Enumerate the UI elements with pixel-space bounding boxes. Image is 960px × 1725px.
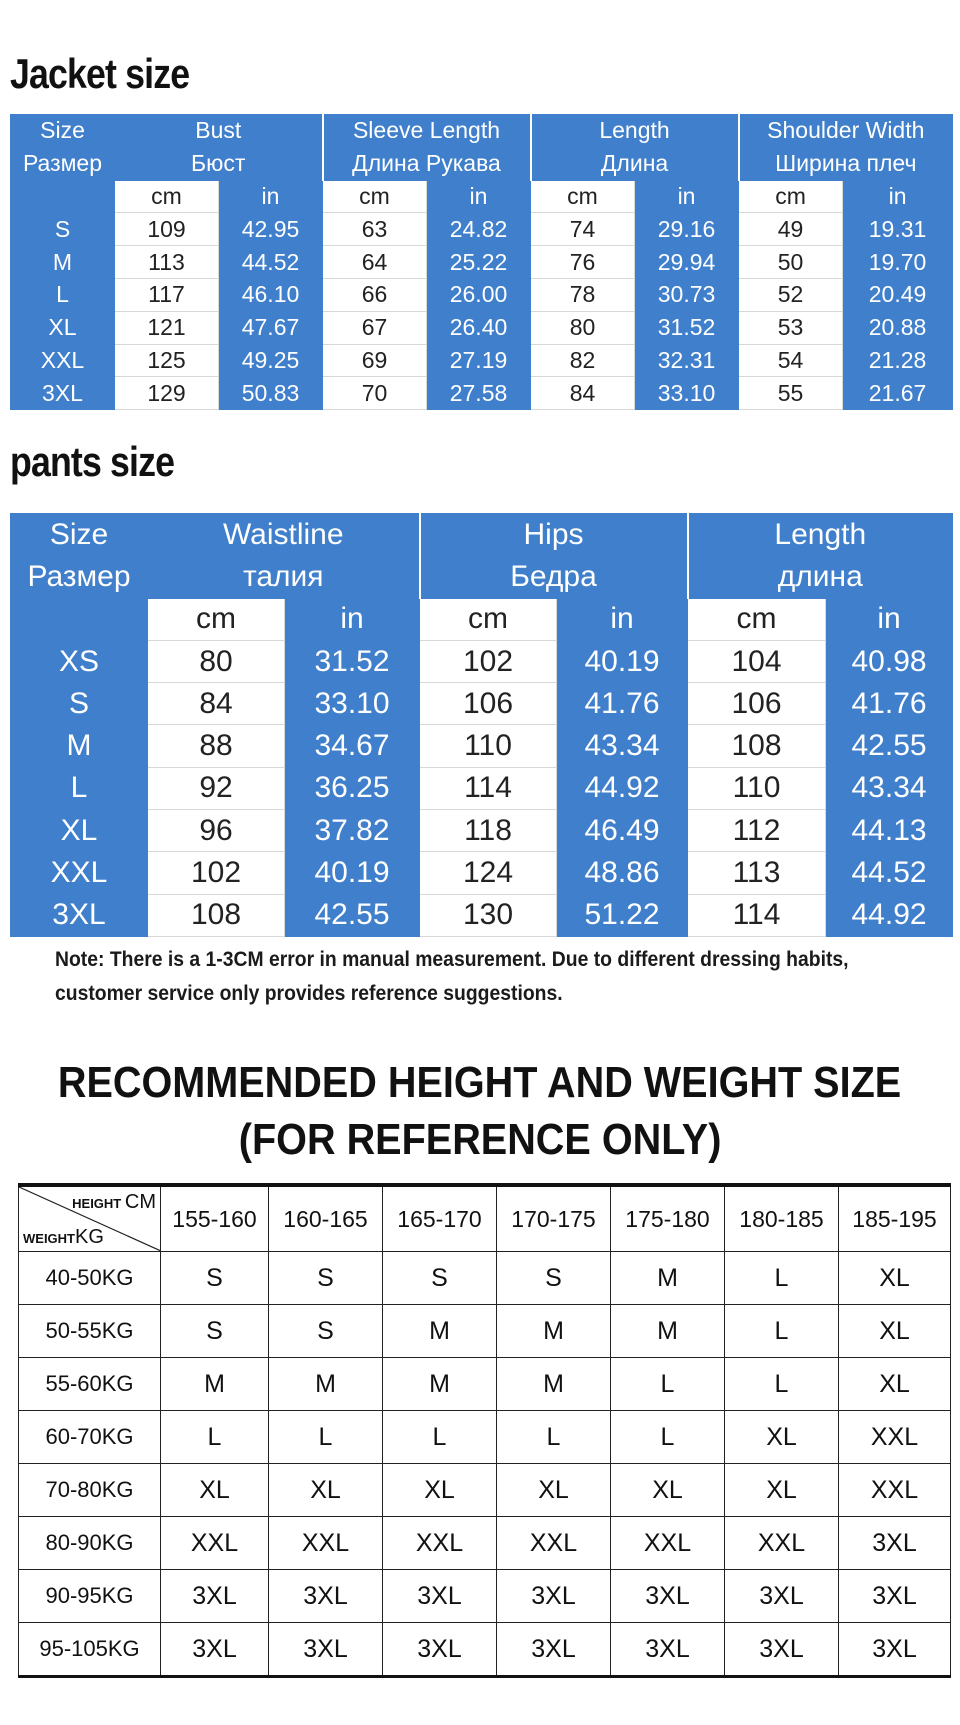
jacket-value-cell: 21.28 — [843, 344, 953, 377]
pants-size-cell: M — [11, 725, 148, 767]
jacket-size-title: Jacket size — [10, 50, 190, 97]
pants-table-row — [11, 725, 953, 767]
pants-value-cell: 102 — [420, 640, 557, 682]
pants-value-cell: 42.55 — [285, 894, 420, 936]
recommended-size-cell: XL — [839, 1252, 951, 1305]
pants-value-cell: 42.55 — [826, 725, 953, 767]
pants-value-cell: 114 — [420, 767, 557, 809]
jacket-value-cell: 47.67 — [219, 311, 323, 344]
recommended-size-cell: S — [383, 1252, 497, 1305]
jacket-unit-cm: cm — [739, 180, 843, 213]
jacket-value-cell: 125 — [115, 344, 219, 377]
recommended-size-cell: L — [161, 1411, 269, 1464]
recommended-size-cell: 3XL — [839, 1570, 951, 1623]
recommended-size-cell: 3XL — [497, 1570, 611, 1623]
pants-value-cell: 37.82 — [285, 810, 420, 852]
pants-value-cell: 106 — [688, 683, 826, 725]
pants-value-cell: 44.92 — [826, 894, 953, 936]
jacket-unit-cm: cm — [115, 180, 219, 213]
recommended-size-cell: XXL — [269, 1517, 383, 1570]
pants-value-cell: 43.34 — [826, 767, 953, 809]
pants-size-cell: 3XL — [11, 894, 148, 936]
pants-value-cell: 34.67 — [285, 725, 420, 767]
jacket-size-cell: XL — [11, 311, 115, 344]
jacket-value-cell: 117 — [115, 278, 219, 311]
height-range-header: 180-185 — [725, 1185, 839, 1252]
jacket-unit-in: in — [843, 180, 953, 213]
jacket-header-sleeve: Sleeve Length — [323, 115, 531, 148]
pants-table-row — [11, 852, 953, 894]
pants-value-cell: 44.13 — [826, 810, 953, 852]
recommended-size-cell: XL — [383, 1464, 497, 1517]
pants-value-cell: 40.19 — [285, 852, 420, 894]
pants-unit-cm: cm — [688, 598, 826, 640]
pants-value-cell: 130 — [420, 894, 557, 936]
pants-size-cell: L — [11, 767, 148, 809]
weight-row — [19, 1358, 951, 1411]
recommended-size-cell: 3XL — [497, 1623, 611, 1677]
jacket-unit-in: in — [427, 180, 531, 213]
pants-value-cell: 96 — [148, 810, 285, 852]
jacket-unit-in: in — [635, 180, 739, 213]
jacket-value-cell: 29.94 — [635, 246, 739, 279]
recommended-size-cell: XL — [497, 1464, 611, 1517]
jacket-header-size-ru: Размер — [11, 147, 115, 180]
pants-value-cell: 33.10 — [285, 683, 420, 725]
jacket-table-row — [11, 311, 953, 344]
pants-header-length-ru: длина — [688, 556, 953, 598]
jacket-value-cell: 44.52 — [219, 246, 323, 279]
note-line-1: Note: There is a 1-3CM error in manual measurement. Due to different dressing habits, — [55, 947, 849, 971]
recommended-size-cell: XXL — [839, 1464, 951, 1517]
weight-row — [19, 1517, 951, 1570]
recommended-size-cell: S — [161, 1305, 269, 1358]
pants-unit-cm: cm — [148, 598, 285, 640]
jacket-value-cell: 78 — [531, 278, 635, 311]
recommended-size-cell: M — [383, 1358, 497, 1411]
recommended-size-cell: XXL — [161, 1517, 269, 1570]
recommend-title-line-1: RECOMMENDED HEIGHT AND WEIGHT SIZE — [58, 1058, 902, 1107]
pants-value-cell: 108 — [148, 894, 285, 936]
jacket-value-cell: 49.25 — [219, 344, 323, 377]
jacket-header-bust-ru: Бюст — [115, 147, 323, 180]
recommended-size-cell: 3XL — [611, 1623, 725, 1677]
recommended-size-cell: L — [383, 1411, 497, 1464]
pants-value-cell: 43.34 — [557, 725, 688, 767]
jacket-value-cell: 53 — [739, 311, 843, 344]
pants-value-cell: 114 — [688, 894, 826, 936]
jacket-header-size: Size — [11, 115, 115, 148]
jacket-size-cell: L — [11, 278, 115, 311]
jacket-value-cell: 69 — [323, 344, 427, 377]
corner-weight-label: WEIGHTKG — [23, 1226, 104, 1248]
pants-value-cell: 106 — [420, 683, 557, 725]
pants-unit-in: in — [285, 598, 420, 640]
height-range-header: 185-195 — [839, 1185, 951, 1252]
pants-size-title: pants size — [10, 438, 175, 485]
jacket-value-cell: 33.10 — [635, 377, 739, 410]
recommended-size-cell: 3XL — [269, 1623, 383, 1677]
pants-value-cell: 44.52 — [826, 852, 953, 894]
note-line-2: customer service only provides reference suggestions. — [55, 981, 563, 1005]
recommended-size-cell: XXL — [383, 1517, 497, 1570]
pants-value-cell: 51.22 — [557, 894, 688, 936]
jacket-value-cell: 25.22 — [427, 246, 531, 279]
jacket-value-cell: 32.31 — [635, 344, 739, 377]
height-range-header: 165-170 — [383, 1185, 497, 1252]
recommended-size-cell: L — [725, 1358, 839, 1411]
jacket-value-cell: 55 — [739, 377, 843, 410]
jacket-value-cell: 113 — [115, 246, 219, 279]
pants-value-cell: 84 — [148, 683, 285, 725]
recommended-size-cell: 3XL — [839, 1517, 951, 1570]
jacket-value-cell: 27.58 — [427, 377, 531, 410]
recommend-title-line-2: (FOR REFERENCE ONLY) — [238, 1115, 722, 1164]
pants-value-cell: 104 — [688, 640, 826, 682]
recommended-size-cell: 3XL — [383, 1570, 497, 1623]
weight-row — [19, 1464, 951, 1517]
recommended-size-cell: M — [269, 1358, 383, 1411]
pants-value-cell: 108 — [688, 725, 826, 767]
pants-header-hips-ru: Бедра — [420, 556, 688, 598]
jacket-unit-cm: cm — [531, 180, 635, 213]
jacket-value-cell: 129 — [115, 377, 219, 410]
pants-table-row — [11, 767, 953, 809]
recommended-size-cell: XL — [725, 1411, 839, 1464]
recommended-size-cell: 3XL — [839, 1623, 951, 1677]
weight-row — [19, 1570, 951, 1623]
recommended-size-cell: S — [269, 1305, 383, 1358]
recommended-size-cell: M — [497, 1305, 611, 1358]
recommended-size-cell: XXL — [725, 1517, 839, 1570]
pants-size-cell: S — [11, 683, 148, 725]
pants-value-cell: 110 — [688, 767, 826, 809]
jacket-value-cell: 20.88 — [843, 311, 953, 344]
jacket-header-sleeve-ru: Длина Рукава — [323, 147, 531, 180]
jacket-unit-cm: cm — [323, 180, 427, 213]
recommended-size-cell: L — [725, 1252, 839, 1305]
recommended-size-cell: XXL — [497, 1517, 611, 1570]
recommended-size-cell: 3XL — [383, 1623, 497, 1677]
jacket-value-cell: 82 — [531, 344, 635, 377]
recommended-size-cell: 3XL — [725, 1623, 839, 1677]
recommended-size-cell: L — [611, 1411, 725, 1464]
pants-value-cell: 80 — [148, 640, 285, 682]
recommended-size-cell: M — [161, 1358, 269, 1411]
jacket-value-cell: 52 — [739, 278, 843, 311]
pants-unit-in: in — [826, 598, 953, 640]
jacket-header-shoulder-ru: Ширина плеч — [739, 147, 953, 180]
jacket-value-cell: 20.49 — [843, 278, 953, 311]
recommended-size-cell: XXL — [611, 1517, 725, 1570]
pants-table-row — [11, 683, 953, 725]
jacket-value-cell: 31.52 — [635, 311, 739, 344]
jacket-table-row — [11, 278, 953, 311]
jacket-value-cell: 49 — [739, 213, 843, 246]
jacket-size-cell: M — [11, 246, 115, 279]
recommended-size-cell: M — [497, 1358, 611, 1411]
recommended-size-cell: L — [269, 1411, 383, 1464]
jacket-value-cell: 121 — [115, 311, 219, 344]
recommended-size-cell: L — [497, 1411, 611, 1464]
weight-range-label: 40-50KG — [19, 1252, 161, 1305]
weight-row — [19, 1623, 951, 1677]
pants-size-cell: XL — [11, 810, 148, 852]
pants-unit-blank — [11, 598, 148, 640]
pants-table-row — [11, 640, 953, 682]
jacket-value-cell: 30.73 — [635, 278, 739, 311]
jacket-value-cell: 29.16 — [635, 213, 739, 246]
recommended-size-cell: 3XL — [161, 1623, 269, 1677]
pants-value-cell: 113 — [688, 852, 826, 894]
jacket-header-shoulder: Shoulder Width — [739, 115, 953, 148]
jacket-value-cell: 26.40 — [427, 311, 531, 344]
pants-value-cell: 110 — [420, 725, 557, 767]
jacket-value-cell: 74 — [531, 213, 635, 246]
pants-value-cell: 44.92 — [557, 767, 688, 809]
weight-range-label: 70-80KG — [19, 1464, 161, 1517]
weight-range-label: 55-60KG — [19, 1358, 161, 1411]
jacket-size-table — [10, 114, 953, 410]
jacket-header-length: Length — [531, 115, 739, 148]
jacket-table-row — [11, 344, 953, 377]
weight-row — [19, 1305, 951, 1358]
recommended-size-cell: L — [611, 1358, 725, 1411]
pants-value-cell: 31.52 — [285, 640, 420, 682]
jacket-value-cell: 42.95 — [219, 213, 323, 246]
jacket-value-cell: 64 — [323, 246, 427, 279]
pants-header-waist-ru: талия — [148, 556, 420, 598]
height-weight-size-grid — [18, 1183, 951, 1678]
height-range-header: 175-180 — [611, 1185, 725, 1252]
jacket-table-row — [11, 213, 953, 246]
weight-range-label: 50-55KG — [19, 1305, 161, 1358]
jacket-value-cell: 50.83 — [219, 377, 323, 410]
jacket-value-cell: 24.82 — [427, 213, 531, 246]
height-range-header: 155-160 — [161, 1185, 269, 1252]
pants-header-length: Length — [688, 514, 953, 556]
jacket-unit-in: in — [219, 180, 323, 213]
pants-unit-cm: cm — [420, 598, 557, 640]
recommended-size-cell: XL — [269, 1464, 383, 1517]
pants-value-cell: 88 — [148, 725, 285, 767]
weight-range-label: 60-70KG — [19, 1411, 161, 1464]
weight-range-label: 80-90KG — [19, 1517, 161, 1570]
recommended-size-cell: XL — [611, 1464, 725, 1517]
grid-corner-header — [19, 1185, 161, 1252]
recommended-size-cell: M — [611, 1305, 725, 1358]
jacket-size-cell: S — [11, 213, 115, 246]
jacket-size-cell: 3XL — [11, 377, 115, 410]
recommended-size-cell: XL — [725, 1464, 839, 1517]
pants-unit-in: in — [557, 598, 688, 640]
jacket-header-length-ru: Длина — [531, 147, 739, 180]
jacket-value-cell: 80 — [531, 311, 635, 344]
jacket-header-bust: Bust — [115, 115, 323, 148]
jacket-value-cell: 109 — [115, 213, 219, 246]
pants-value-cell: 112 — [688, 810, 826, 852]
jacket-value-cell: 67 — [323, 311, 427, 344]
pants-size-cell: XS — [11, 640, 148, 682]
weight-row — [19, 1411, 951, 1464]
pants-table-row — [11, 894, 953, 936]
height-range-header: 170-175 — [497, 1185, 611, 1252]
recommended-size-cell: 3XL — [269, 1570, 383, 1623]
pants-value-cell: 102 — [148, 852, 285, 894]
height-range-header: 160-165 — [269, 1185, 383, 1252]
recommended-size-cell: XL — [839, 1358, 951, 1411]
jacket-value-cell: 26.00 — [427, 278, 531, 311]
recommended-size-cell: XL — [839, 1305, 951, 1358]
jacket-value-cell: 21.67 — [843, 377, 953, 410]
jacket-value-cell: 50 — [739, 246, 843, 279]
jacket-value-cell: 46.10 — [219, 278, 323, 311]
recommended-size-cell: 3XL — [725, 1570, 839, 1623]
jacket-table-row — [11, 246, 953, 279]
jacket-unit-blank — [11, 180, 115, 213]
weight-range-label: 90-95KG — [19, 1570, 161, 1623]
jacket-value-cell: 70 — [323, 377, 427, 410]
jacket-value-cell: 19.70 — [843, 246, 953, 279]
recommended-size-cell: XL — [161, 1464, 269, 1517]
pants-value-cell: 46.49 — [557, 810, 688, 852]
jacket-value-cell: 27.19 — [427, 344, 531, 377]
recommended-size-cell: 3XL — [161, 1570, 269, 1623]
pants-value-cell: 92 — [148, 767, 285, 809]
jacket-value-cell: 63 — [323, 213, 427, 246]
jacket-value-cell: 76 — [531, 246, 635, 279]
pants-value-cell: 48.86 — [557, 852, 688, 894]
recommended-size-cell: S — [269, 1252, 383, 1305]
jacket-size-cell: XXL — [11, 344, 115, 377]
recommended-size-cell: L — [725, 1305, 839, 1358]
pants-size-table — [10, 513, 953, 937]
recommended-size-cell: S — [497, 1252, 611, 1305]
pants-value-cell: 118 — [420, 810, 557, 852]
recommended-size-cell: M — [611, 1252, 725, 1305]
pants-value-cell: 36.25 — [285, 767, 420, 809]
recommended-size-cell: XXL — [839, 1411, 951, 1464]
jacket-value-cell: 19.31 — [843, 213, 953, 246]
pants-value-cell: 124 — [420, 852, 557, 894]
jacket-value-cell: 84 — [531, 377, 635, 410]
weight-row — [19, 1252, 951, 1305]
jacket-value-cell: 54 — [739, 344, 843, 377]
weight-range-label: 95-105KG — [19, 1623, 161, 1677]
recommended-size-cell: 3XL — [611, 1570, 725, 1623]
recommended-size-cell: M — [383, 1305, 497, 1358]
pants-value-cell: 41.76 — [557, 683, 688, 725]
jacket-table-row — [11, 377, 953, 410]
measurement-note — [55, 942, 865, 1010]
pants-table-row — [11, 810, 953, 852]
pants-header-size-ru: Размер — [11, 556, 148, 598]
pants-value-cell: 40.98 — [826, 640, 953, 682]
pants-header-waist: Waistline — [148, 514, 420, 556]
jacket-value-cell: 66 — [323, 278, 427, 311]
pants-value-cell: 41.76 — [826, 683, 953, 725]
pants-size-cell: XXL — [11, 852, 148, 894]
recommended-size-cell: S — [161, 1252, 269, 1305]
pants-header-hips: Hips — [420, 514, 688, 556]
corner-height-label: HEIGHT CM — [72, 1191, 156, 1213]
pants-header-size: Size — [11, 514, 148, 556]
pants-value-cell: 40.19 — [557, 640, 688, 682]
